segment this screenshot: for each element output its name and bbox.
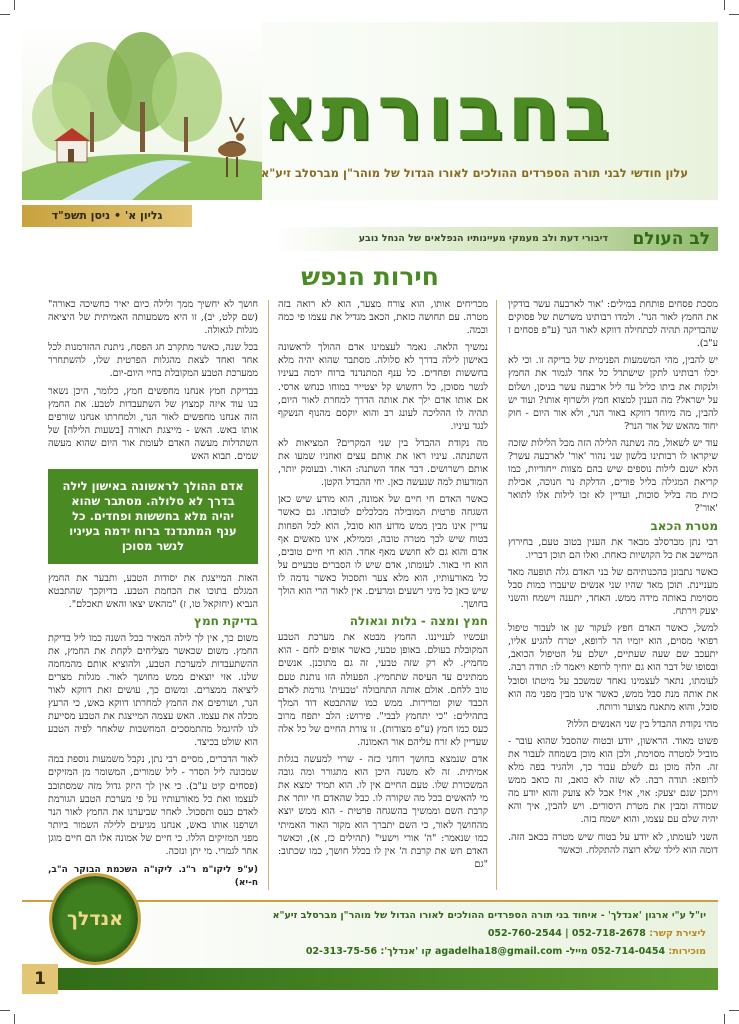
paragraph: משום כך, אין לך לילה המאיר בכל השנה כמו ליל בדיקת החמץ. משום שכאשר מצליחים לקחת את החמץ, את ההשתעבדות למערכת הטבע, ולהוציא אותם מהמחמה שלנו. אזי יוצאים ממש מחושך לאור. מגלות מצרים ליציאה ממצרים. ומשום כך, עושים זאת דווקא לאור הנר, ושורפים את החמץ למחרתו דווקא באש, כי הרעץ מכלה את עצמו. האש עצמה המייצגת את הטבע מסייעת לנו להיגמל מהתמסכים המחשבות שלאחר לפיה הטבע הוא שולט בכיצד. — [48, 632, 258, 749]
paragraph: פשוט מאוד. הראשון, יודע ובטוח שהסבל שהוא עובר - מוביל למטרה מסוימת, ולכן הוא מוכן בשמחה לעבור את זה. הלה מוכן גם לשלם עבור כך, ולהגיד בפה מלא לרופא: תודה רבה. לא שזה לא כואב, זה כואב ממש ויתכן שגם יצעק: אוי, אוי! אבל לא צועק והוא יודע מה שמודה ומבין את מטרת היסורים. ויש להבין, איך והא יהיה שלם עם עצמו, והוא ישמח בזה. — [508, 735, 718, 826]
paragraph: האזת המייצגת את יסודות הטבע, ותבער את החמץ המגלם בתוכו את הכחמת הטבע. בדיוקכך שהתבטא הנביא (יחזקאל טו, ז) "מהאש יצאו והאש תאכלם". — [48, 573, 258, 611]
paragraph: מכריחים אותו, הוא צורח מצער, הוא לא רואה בזה מטרה. עם תחושה כזאת, הכאב מגדיל את עצמו פי כמה וכמה. — [278, 299, 488, 337]
paragraph: ועכשיו לענייננו. החמץ מבטא את מערכת הטבע המקובלת בעולם. באופן טבעי, כאשר אופים לחם - הוא מחמיץ. לא רק שזה טבעי, זה גם מתוכנן. אנשים ממתינים עד העיסה שתחמיץ. הפעולה הזו נותנת טעם טוב ללחם. אולם אותה התחבולה 'טבעית' גורמת לאדם הכבד שוק ומרירות. ממש כמו שהתבטא דוד המלך בתהילים: "כי יתחמץ לבבי". פירוש: הלב יתפח מרוב כעס כמו חמץ (ע"פ מצודות). זו צורת החיים של כל אלה שעדיין לא זרח עליהם אור האמונה. — [278, 632, 488, 748]
article-title: חירות הנפש — [301, 262, 439, 291]
subheading: חמץ ומצה - גלות וגאולה — [349, 614, 488, 629]
paragraph: בכל שנה, כאשר מתקרב חג הפסח, ניתנת ההזדמנות לכל אחד ואחד לצאת מהגלות הפרטית שלו, להשתחרר ממערכת הטבע המקובלת בחיי היום-יום. — [48, 342, 258, 380]
crop-mark — [14, 0, 15, 10]
column-divider — [496, 300, 497, 890]
paragraph: בבדיקת חמץ אנחנו מחפשים חמץ, כלומר, היכן נשאר בנו עוד איזה קמצוץ של השתעבדות לטבע. את החמץ הזה אנחנו מחפשים לאור הנר, ולמחרתו אנחנו שורפים אותו באש. האש - מייצגת תאורה [בשעות הלילה] של השתדלות מעשה האדם לעומת אור היום שהוא מעשה שמים. תבוא האש — [48, 385, 258, 463]
paragraph: כאשר נתבונן בהכנותיהם של בני האדם גלה תופעה מאד מעניינת. תוכן מאד שהיו שני אנשים שיעברו כמות סבל מסוימת באותה מידה ממש. האחד, יתענה וישמח והשני יצעק וירתח. — [508, 566, 718, 618]
contact-line — [166, 928, 706, 939]
distribution-label: מוכירות: — [668, 946, 706, 957]
paragraph: השני לעומתו, לא יודע על בטוח שיש מטרה בכאב הזה. דומה הוא לילד שלא רוצה להתקלח. וכאשר — [508, 831, 718, 856]
crop-mark — [14, 1014, 15, 1024]
paragraph: כאשר האדם חי חיים של אמונה, הוא מודע שיש כאן השגחה פרטית המובילה מכלכלים לטובתו. גם כאשר עדיין אינו מבין ממש מדוע הוא סובל, הוא לכל הפחות בטוח שיש לכך מטרה טובה, וממילא, אינו מאשים אף אדם והוא גם לא חושש מאף אחד. הוא חי חיים טובים, הוא חי באור. לעומתו, אדם שיש לו הסברים טבעיים על כל מאורעותיו, הוא מלא צער ותסכול כאשר נדמה לו שיש כאן כל מיני רשעים ומרעים. אין לאור הרי הוא הולך בחושך. — [278, 494, 488, 611]
paragraph: נמשיך הלאה. נאמר לעצמינו אדם ההולך לראשונה באישון לילה בדרך לא סלולה. מסתבר שהוא יהיה מלא בחששות ופחדים. כל ענף המתנדנד ברוח ידמה בעיניו לנשר מסוכן, כל רחשוש קל יצטייר במוחו כנחש ארסי. אם אותו אדם ילך את אותה הדרך למחרת לאור היום, תהיה לו ההליכה לעונג רב והוא יוקסם מהנוף הנשקף לנגד עיניו. — [278, 342, 488, 432]
paragraph: מה נקודת ההבדל בין שני המקרים? המציאות לא השתנתה. עיניו ראו את אותם עצים ואוזניו שמעו את אותם רשרושים. דבר אחד השתנה: האור. ובעומק יותר, המודעות למה שנעשה כאן. יחי ההבדל הקטן. — [278, 437, 488, 489]
paragraph: יש להבין, מהי המשמעות הפנימית של בדיקה זו. וכי לא יכלו רבותינו לתקן שישתדל כל אחד לגמור את החמץ ולנקות את ביתו כליל עד ליל ארבעה עשר בניסן, ושלום על ישראל? מה הענין למצוא חמץ ולשרוף אותו? ועוד יש להבין, מה מיוחד דווקא באור הנר, ולא אור היום - חוק יחוד מהאש של אור הנר? — [508, 355, 718, 432]
column-divider — [268, 300, 269, 890]
section-bar — [274, 227, 718, 251]
brand-subtitle: עלון חודשי לבני תורה הספרדים ההולכים לאורו הגדול של מוהר"ן מברסלב זיע"א — [260, 166, 688, 180]
pull-quote: אדם ההולך לראשונה באישון לילה בדרך לא סלולה. מסתבר שהוא יהיה מלא בחששות ופחדים. כל ענף המתנדנד ברוח ידמה בעיניו לנשר מסוכן — [48, 469, 258, 564]
article-column-left — [48, 298, 258, 898]
bottom-band — [22, 968, 718, 990]
contact-label: ליצירת קשר: — [649, 928, 706, 939]
contact-phones: 052-718-2678 | 052-760-2544 — [487, 928, 646, 939]
crop-mark — [0, 14, 10, 15]
brand-title: בחבורתא — [261, 68, 614, 157]
paragraph: עוד יש לשאול, מה נשתנה הלילה הזה מכל הלילות שזכה שיקראו לו רבותינו בלשון שני נהור 'אור' לארבעה עשר? הלא ישנם לילות נוספים שיש בהם מצוות ייחודיות, כמו קריאת המגילה בליל פורים, הדלקת נר חנוכה, אכילת כזית מה בליל סוכות, ועדיין לא זכו לילות אלו לתואר 'אור'? — [508, 437, 718, 515]
crop-mark — [724, 1014, 725, 1024]
crop-mark — [729, 1010, 739, 1011]
crop-mark — [729, 14, 739, 15]
page-number: 1 — [22, 964, 58, 994]
paragraph: למשל, כאשר האדם חפץ לעקור שן או לעבור טיפול רפואי מסוים, הוא יומיו הר לרופא, יטרח להגיע אליו, יתעכב שם שעה שעתיים, ישלם על הטיפול הכואב, ובסופו של דבר הוא גם יוחיך לרופא ויאמר לו: תודה רבה. לעומתו, נתאר לעצמינו נאחד שמשכב על מיטתו וסובל את אותה מנת סבל ממש, כאשר אינו מבין מפני מה הוא סובל, והוא מתאנח מצוער ורותח. — [508, 623, 718, 713]
paragraph: אדם שנמצא בחושך רוחני כזה - שרוי למעשה בגלות אמיתית. זה לא משנה היכן הוא מתגורר ומה גובה המשכורת שלו. טעם החיים אין לו. הוא תמיד ימצא את מי להאשים בכל מה שקורה לו. כבל שהאדם חי יותר את קרבת השם וממשיך בהשגחה פרטית - הוא ממש יוצא מהחושך לאור, כי השם יתברך הוא מקור האור האמיתי כמו שנאמר: "ה' אורי וישעי" (תהילים כז, א), וכאשר האדם חש את קרבת ה' אין לו בכלל חושך, כמו שכתוב: "גם — [278, 754, 488, 870]
article-column-middle — [278, 298, 488, 898]
issue-label: גליון א' • ניסן תשפ"ד — [22, 205, 192, 227]
footer — [22, 900, 718, 970]
paragraph: מסכת פסחים פותחת במילים: 'אור לארבעה עשר בודקין את החמץ לאור הנר'. ולמדו רבותינו משרשת של פסוקים שהבדיקה תהיה לכתחילה דווקא לאור הנר (ע"פ פסחים ז ע"ב). — [508, 299, 718, 350]
paragraph: רבי נתן מברסלב מבאר את הענין בטוב טעם, בחירוץ המיישב את כל הקושיות כאחת. ואלו הם תוכן דבריו. — [508, 536, 718, 561]
masthead — [22, 22, 718, 200]
crop-mark — [724, 0, 725, 10]
distribution-line — [166, 946, 706, 957]
paragraph: חושך לא יחשיך ממך ולילה כיום יאיר כחשיכה כאורה" (שם קלט, יב), זו היא משמעותה האמיתית של היציאה מגלות לגאולה. — [48, 299, 258, 337]
section-tagline: דיבורי דעת ולב מעמקי מעיינותיו הנפלאים של הנחל נובע — [358, 233, 608, 244]
publisher-line: יו"ל ע"י ארגון 'אנדלך' - איחוד בני תורה הספרדים ההולכים לאורו הגדול של מוהר"ן מברסלב זיע"א — [272, 910, 706, 921]
paragraph: מהי נקודת ההבדל בין שני האנשים הללו? — [566, 718, 718, 730]
crop-mark — [0, 1010, 10, 1011]
org-logo: אנדלך — [52, 876, 138, 962]
distribution-details: 052-714-0454 מייל- agadelha18@gmail.com קו 'אנדלך': 02-313-75-56 — [305, 946, 666, 957]
article-column-right — [508, 298, 718, 898]
section-name: לב העולם — [632, 229, 710, 249]
paragraph: לאור הדברים, מסיים רבי נתן, נקבל משמעות נוספת במה שמכונה ליל הסדר - ליל שמורים, המשומר מן המזיקים (פסחים קיט ע"ב). כי אין לך היזק גדול מזה שמסתובב לעצמו ואת כל מאורעותיו על פי מערכת הטבע הגורמת לאדם כעס ותסכול. לאחר שביערנו את החמץ לאור הנר ושרפנו אותו באש, אנחנו מגיעים ללילה השמור ביותר מפני המזיקים הללו. כי חיים של אמונה אלו הם חיים מוגן אחר לגמרי. מי יתן ונזכה. — [48, 754, 258, 857]
subheading: בדיקת חמץ — [194, 614, 258, 629]
subheading: מטרת הכאב — [650, 518, 718, 533]
source-citation: (ע"פ ליקו"מ ר"נ. ליקו"ה השכמת הבוקר ה"ב, ח-יא) — [48, 865, 258, 889]
